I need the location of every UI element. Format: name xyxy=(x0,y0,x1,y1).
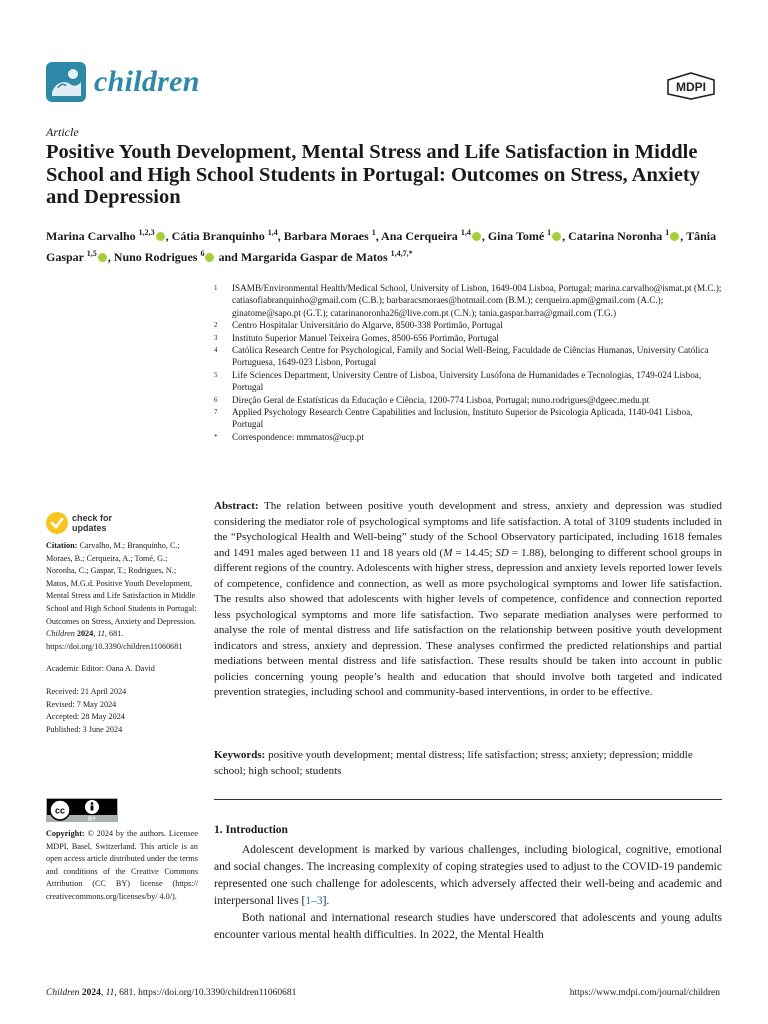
footer-volume: 11 xyxy=(105,988,115,998)
citation-label: Citation: xyxy=(46,541,78,550)
footer-doi[interactable]: , 681. https://doi.org/10.3390/children11060681 xyxy=(114,988,297,998)
section-heading-introduction: 1. Introduction xyxy=(214,824,288,836)
affiliations xyxy=(214,282,724,443)
author-name: Margarida Gaspar de Matos xyxy=(240,250,391,264)
author-affiliation-marker: 1 xyxy=(371,228,376,237)
affiliation-number: 7 xyxy=(214,408,218,417)
introduction-body xyxy=(214,842,722,944)
orcid-icon[interactable] xyxy=(156,232,165,241)
affiliation-text: Applied Psychology Research Centre Capabilities and Inclusion, Instituto Superior de Psicologia Aplicada, 1140-041 Lisboa, Portugal xyxy=(232,407,693,430)
paper-title: Positive Youth Development, Mental Stress and Life Satisfaction in Middle School and High School Students in Portugal: Outcomes on Stress, Anxiety and Depression xyxy=(46,141,700,208)
author-name: Tânia Gaspar xyxy=(46,229,717,264)
abstract-text-1: The relation between positive youth development and stress, anxiety and depression was studied considering the mediator role of psychological symptoms and life satisfaction. A total of 3109 students included in the “Psychological Health and Well-being” study of the School Observatory participated, including 1618 females and 1491 males aged between 11 and 18 years old ( xyxy=(214,500,723,559)
author-name: Ana Cerqueira xyxy=(381,229,461,243)
check-updates-icon xyxy=(46,512,68,534)
publication-date: Accepted: 28 May 2024 xyxy=(46,712,125,722)
footer-citation: Children 2024, 11, 681. https://doi.org/10.3390/children11060681 xyxy=(46,988,297,998)
affiliation-number: 4 xyxy=(214,346,218,355)
journal-name: children xyxy=(94,65,200,98)
cc-by-license-badge[interactable] xyxy=(46,798,118,822)
affiliation-item xyxy=(214,431,724,443)
citation-text: Carvalho, M.; Branquinho, C.; Moraes, B.; Cerqueira, A.; Tomé, G.; Noronha, C.; Gaspar, T.; Rodrigues, N.; Matos, M.G.d. Positive Youth Development, Mental Stress and Life Satisfaction in Middle School and High School Students in Portugal: Outcomes on Stress, Anxiety and Depression. xyxy=(46,541,197,626)
citation-link[interactable]: 1–3 xyxy=(305,895,323,907)
footer-journal: Children xyxy=(46,988,80,998)
citation-doi[interactable]: , 681. https://doi.org/10.3390/children11060681 xyxy=(46,629,183,651)
affiliation-number: 2 xyxy=(214,321,218,330)
abstract-mean-value: = 14.45; xyxy=(452,546,496,559)
cc-icon: cc xyxy=(54,805,66,816)
citation-year: 2024 xyxy=(76,629,94,639)
copyright-text: © 2024 by the authors. Licensee MDPI, Basel, Switzerland. This article is an open access article distributed under the terms and conditions of the Creative Commons Attribution (CC BY) license (https:// creativecommons.org/licenses/by/ 4.0/). xyxy=(46,829,199,901)
publication-date: Received: 21 April 2024 xyxy=(46,686,127,696)
affiliation-item xyxy=(214,394,724,406)
abstract xyxy=(214,499,722,701)
affiliation-number: 6 xyxy=(214,395,218,404)
affiliation-text: Católica Research Centre for Psychological, Family and Social Well-Being, Faculdade de Ciências Humanas, University Católica Portuguesa, 1649-023 Lisbon, Portugal xyxy=(232,345,709,368)
affiliation-number: 3 xyxy=(214,333,218,342)
affiliation-item xyxy=(214,282,724,319)
author-name: Gina Tomé xyxy=(487,229,548,243)
affiliation-item xyxy=(214,406,724,431)
affiliation-text: Life Sciences Department, University Centre of Lisboa, University Lusófona de Humanidades e Tecnologias, 1749-024 Lisboa, Portugal xyxy=(232,369,702,393)
article-info-sidebar xyxy=(46,540,198,736)
affiliation-number: 5 xyxy=(214,370,218,379)
affiliation-text: Centro Hospitalar Universitário do Algarve, 8500-338 Portimão, Portugal xyxy=(232,320,503,331)
abstract-sd-symbol: SD xyxy=(495,546,509,559)
keywords-text: positive youth development; mental distress; life satisfaction; stress; anxiety; depression; middle school; high school; students xyxy=(214,749,693,777)
author-affiliation-marker: 1 xyxy=(665,228,670,237)
author-affiliation-marker: 6 xyxy=(200,249,205,258)
affiliation-number: 1 xyxy=(214,284,218,292)
author-name: Barbara Moraes xyxy=(283,229,372,243)
affiliation-item xyxy=(214,344,724,369)
publication-date: Revised: 7 May 2024 xyxy=(46,699,117,709)
abstract-mean-symbol: M xyxy=(443,546,453,559)
publication-date: Published: 3 June 2024 xyxy=(46,724,123,734)
copyright-notice xyxy=(46,828,198,904)
academic-editor: Academic Editor: Oana A. David xyxy=(46,664,155,674)
publication-dates xyxy=(46,686,198,736)
journal-logo-icon xyxy=(46,62,86,102)
abstract-label: Abstract: xyxy=(214,500,259,512)
citation-block: Citation: Carvalho, M.; Branquinho, C.; Moraes, B.; Cerqueira, A.; Tomé, G.; Noronha, C.; Gaspar, T.; Rodrigues, N.; Matos, M.G.d. Positive Youth Development, Mental Stress and Life Satisfaction in Middle School and High School Students in Portugal: Outcomes on Stress, Anxiety and Depression. Children 2024, 11, 681. https://doi.org/10.3390/children11060681 xyxy=(46,541,197,651)
citation-journal: Children xyxy=(46,629,75,639)
section-divider xyxy=(214,799,722,800)
footer-journal-url[interactable]: https://www.mdpi.com/journal/children xyxy=(569,988,720,998)
author-list: Marina Carvalho $^{1,2,3}$ , Cátia Branquinho $^{1,4}$, Barbara Moraes $^1$, Ana Cerqueira $^{1,4}$ , Gina Tomé $^1$ , Catarina Noronha $^1$ , Tânia Gaspar $^{1,5}$ , Nuno Rodrigues $^6$ and Margarida Gaspar de Matos $^{1,4,7,*}$ xyxy=(46,228,717,264)
author-name: Marina Carvalho xyxy=(46,229,139,243)
affiliation-text: Correspondence: mmmatos@ucp.pt xyxy=(232,431,364,442)
affiliation-text: Instituto Superior Manuel Teixeira Gomes, 8500-656 Portimão, Portugal xyxy=(232,332,499,343)
affiliation-item xyxy=(214,332,724,344)
intro-p1-end: ]. xyxy=(322,895,330,907)
author-affiliation-marker: 1,2,3 xyxy=(138,228,155,237)
author-name: Catarina Noronha xyxy=(568,229,666,243)
affiliation-text: Direção Geral de Estatísticas da Educação e Ciência, 1200-774 Lisboa, Portugal; nuno.rodrigues@dgeec.medu.pt xyxy=(232,394,650,405)
mdpi-logo-text: MDPI xyxy=(676,80,706,94)
orcid-icon[interactable] xyxy=(670,232,679,241)
check-for-updates-badge[interactable] xyxy=(46,512,112,534)
intro-paragraph-1 xyxy=(214,842,722,910)
author-affiliation-marker: 1,5 xyxy=(86,249,97,258)
intro-p1-text: Adolescent development is marked by various challenges, including biological, cognitive, emotional and social changes. The increasing complexity of coping strategies used to adjust to the COVID-19 pandemic represented one such challenge for adolescents, which adversely affected their well-being and academic and interpersonal lives [ xyxy=(214,844,722,907)
author-name: Nuno Rodrigues xyxy=(113,250,201,264)
by-icon: BY xyxy=(88,816,96,822)
affiliation-item xyxy=(214,319,724,331)
citation-volume: 11 xyxy=(97,629,105,639)
mdpi-logo[interactable] xyxy=(666,72,716,100)
journal-logo[interactable] xyxy=(46,60,200,104)
copyright-label: Copyright: xyxy=(46,829,85,838)
check-updates-line2: updates xyxy=(72,523,107,533)
footer-year: 2024 xyxy=(81,988,101,998)
affiliation-number: * xyxy=(214,432,218,441)
intro-paragraph-2: Both national and international research studies have underscored that adolescents and young adults encounter various mental health difficulties. In 2022, the Mental Health xyxy=(214,912,722,941)
author-affiliation-marker: 1,4 xyxy=(460,228,471,237)
orcid-icon[interactable] xyxy=(472,232,481,241)
keywords xyxy=(214,748,722,779)
check-updates-line1: check for xyxy=(72,513,113,523)
abstract-text-2: = 1.88), belonging to different school groups in different regions of the country. Adolescents with higher stress, depression and anxiety levels reported lower levels of competence, confidence and connection, as well as more psychological symptoms and lower life satisfaction. The results also showed that adolescents with higher levels of competence, confidence and connection reported less psychological symptoms and more life satisfaction. Two separate mediation analyses were performed to analyse the role of mental distress and life satisfaction on the relationship between positive youth development indicators and stress, anxiety and depression. These analyses confirmed the predicted relationships and partial mediations between mental distress and life satisfaction. These results should be taken into account in public policies concerning young people’s health and education that should involve both targeted and indicated prevention strategies, including school and community-based interventions, in order to be effective. xyxy=(214,546,722,698)
orcid-icon[interactable] xyxy=(205,253,214,262)
article-type: Article xyxy=(46,125,79,139)
affiliation-item xyxy=(214,369,724,394)
orcid-icon[interactable] xyxy=(552,232,561,241)
author-affiliation-marker: 1,4 xyxy=(267,228,278,237)
author-affiliation-marker: 1,4,7,* xyxy=(390,249,413,258)
author-name: Cátia Branquinho xyxy=(171,229,268,243)
orcid-icon[interactable] xyxy=(98,253,107,262)
affiliation-text: ISAMB/Environmental Health/Medical School, University of Lisbon, 1649-004 Lisboa, Portugal; marina.carvalho@ismat.pt (M.C.); catiasofiabranquinho@gmail.com (C.B.); barbaracsmoraes@hotmail.com (B.M.); cerqueira.apm@gmail.com (A.C.); ginatome@sapo.pt (G.T.); catarinanoronha26@live.com.pt (C.N.); tania.gaspar.barra@gmail.com (T.G.) xyxy=(232,283,722,318)
author-affiliation-marker: 1 xyxy=(547,228,552,237)
keywords-label: Keywords: xyxy=(214,749,266,761)
